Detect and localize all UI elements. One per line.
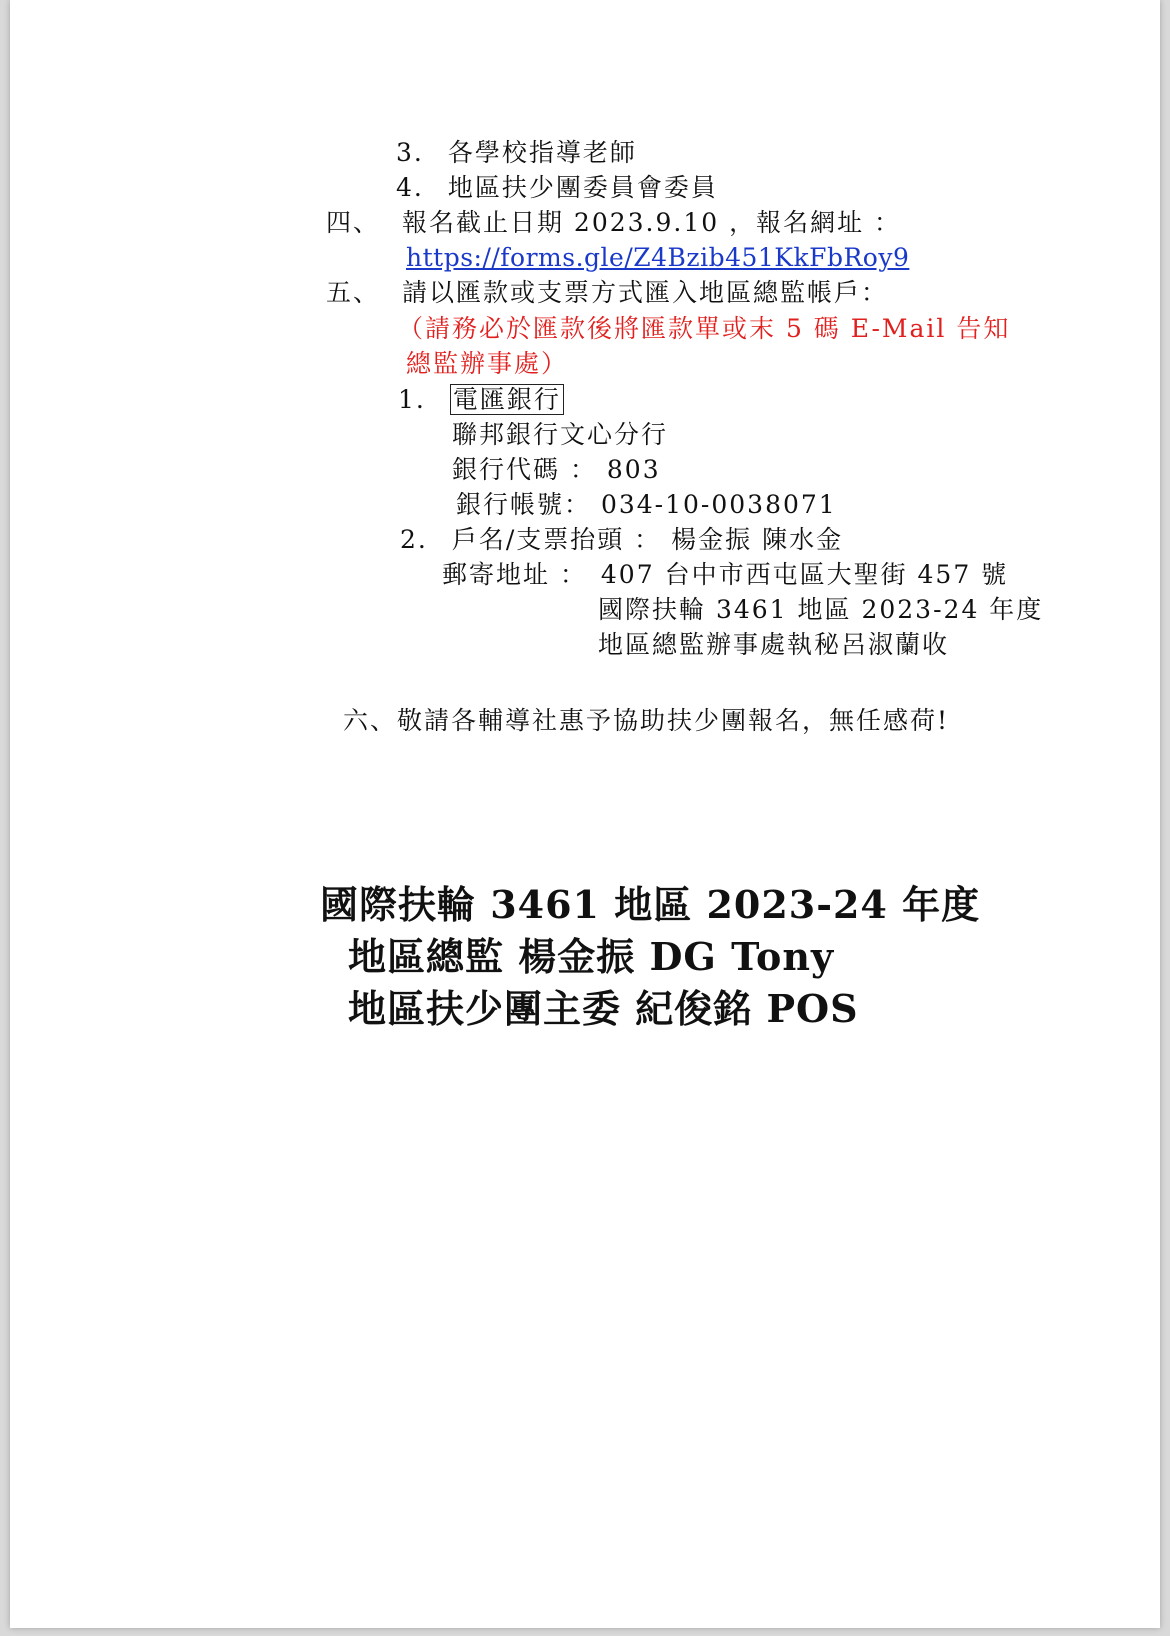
list-item-4: [396, 171, 718, 205]
wire-bank-title: 電匯銀行: [450, 384, 564, 415]
item-number: 2.: [400, 525, 428, 554]
signature-line-2: 地區總監 楊金振 DG Tony: [348, 934, 835, 979]
item-number: 4.: [396, 173, 424, 202]
bank-account: 銀行帳號： 034-10-0038071: [456, 490, 837, 519]
registration-url-row: [406, 241, 909, 275]
item-number: 1.: [398, 385, 426, 414]
section-marker: 四、: [326, 208, 381, 237]
payee-name: 戶名/支票抬頭 ： 楊金振 陳水金: [451, 525, 844, 554]
deadline-text: 報名截止日期 2023.9.10 ，報名網址 ：: [401, 208, 902, 237]
document-page: [10, 0, 1160, 1628]
mailing-address-row: [442, 558, 1008, 592]
bank-branch: 聯邦銀行文心分行: [452, 420, 669, 449]
bank-code: 銀行代碼 ： 803: [452, 455, 661, 484]
list-item-3: [396, 136, 637, 170]
item-text: 各學校指導老師: [447, 138, 637, 167]
payee-heading: [400, 523, 843, 557]
mailing-address-line-2: 國際扶輪 3461 地區 2023-24 年度: [598, 595, 1044, 624]
signature-line-1: 國際扶輪 3461 地區 2023-24 年度: [320, 882, 981, 927]
mailing-address-line-3: 地區總監辦事處執秘呂淑蘭收: [598, 630, 950, 659]
mailing-address-label: 郵寄地址 ：: [442, 560, 587, 589]
section-6-closing: 六、敬請各輔導社惠予協助扶少團報名，無任感荷!: [343, 706, 950, 735]
registration-link[interactable]: https://forms.gle/Z4Bzib451KkFbRoy9: [406, 243, 910, 272]
bank-heading: [398, 383, 564, 417]
remittance-note-line-2: 總監辦事處）: [406, 349, 569, 378]
signature-line-3: 地區扶少團主委 紀俊銘 POS: [348, 986, 859, 1031]
remittance-note-line-1: （請務必於匯款後將匯款單或末 5 碼 E-Mail 告知: [398, 314, 1011, 343]
remittance-text: 請以匯款或支票方式匯入地區總監帳戶：: [401, 278, 888, 307]
item-number: 3.: [396, 138, 424, 167]
section-5-heading: [326, 276, 888, 310]
section-marker: 五、: [326, 278, 381, 307]
mailing-address-line-1: 407 台中市西屯區大聖街 457 號: [600, 560, 1009, 589]
section-4-heading: [326, 206, 901, 240]
item-text: 地區扶少團委員會委員: [447, 173, 718, 202]
